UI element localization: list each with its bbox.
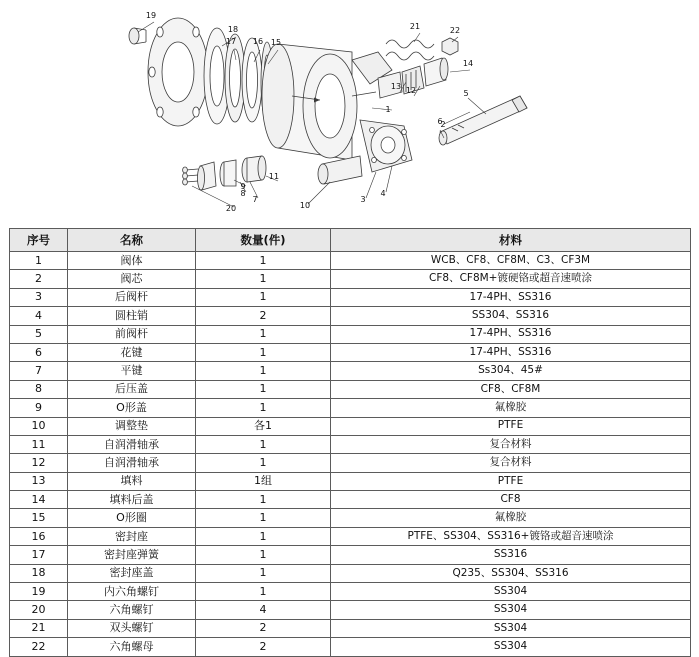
part-material: 氟橡胶 [331, 509, 691, 527]
part-quantity: 1 [196, 252, 331, 270]
part-quantity: 各1 [196, 417, 331, 435]
part-index: 11 [10, 435, 68, 453]
table-row [10, 601, 691, 619]
part-index: 12 [10, 454, 68, 472]
table-row [10, 491, 691, 509]
part-quantity: 2 [196, 638, 331, 656]
column-header-material: 材料 [331, 229, 691, 252]
callout-label: 4 [380, 189, 386, 198]
part-quantity: 1组 [196, 472, 331, 490]
callout-label: 1 [385, 105, 391, 114]
part-index: 13 [10, 472, 68, 490]
part-quantity: 1 [196, 527, 331, 545]
callout-label: 20 [225, 204, 237, 213]
part-name: 六角螺母 [68, 638, 196, 656]
callout-label: 3 [360, 195, 366, 204]
part-material: CF8、CF8M [331, 380, 691, 398]
part-quantity: 1 [196, 399, 331, 417]
part-index: 5 [10, 325, 68, 343]
part-quantity: 1 [196, 288, 331, 306]
part-material: SS304 [331, 619, 691, 637]
part-quantity: 1 [196, 564, 331, 582]
part-index: 14 [10, 491, 68, 509]
part-name: 密封座盖 [68, 564, 196, 582]
small-parts-cluster [183, 156, 266, 190]
part-name: 前阀杆 [68, 325, 196, 343]
callout-label: 8 [240, 189, 246, 198]
part-index: 21 [10, 619, 68, 637]
table-body [10, 252, 691, 657]
part-name: 平键 [68, 362, 196, 380]
part-quantity: 1 [196, 325, 331, 343]
part-name: 阀体 [68, 252, 196, 270]
column-header-name: 名称 [68, 229, 196, 252]
part-quantity: 1 [196, 270, 331, 288]
part-name: 密封座 [68, 527, 196, 545]
part-material: SS316 [331, 546, 691, 564]
table-row [10, 325, 691, 343]
part-index: 19 [10, 583, 68, 601]
callout-label: 15 [270, 38, 282, 47]
table-row [10, 417, 691, 435]
part-material: SS304 [331, 638, 691, 656]
part-material: 17-4PH、SS316 [331, 343, 691, 361]
part-quantity: 1 [196, 583, 331, 601]
part-quantity: 2 [196, 619, 331, 637]
part-quantity: 1 [196, 435, 331, 453]
part-quantity: 1 [196, 362, 331, 380]
table-row [10, 638, 691, 656]
part-quantity: 1 [196, 343, 331, 361]
callout-label: 10 [299, 201, 311, 210]
callout-label: 17 [225, 37, 237, 46]
part-material: SS304 [331, 583, 691, 601]
column-header-index: 序号 [10, 229, 68, 252]
table-row [10, 619, 691, 637]
part-index: 17 [10, 546, 68, 564]
part-index: 18 [10, 564, 68, 582]
callout-label: 2 [440, 120, 446, 129]
callout-label: 13 [390, 82, 402, 91]
part-material: PTFE [331, 417, 691, 435]
table-row [10, 270, 691, 288]
table-row [10, 546, 691, 564]
column-header-quantity: 数量(件) [196, 229, 331, 252]
part-name: 内六角螺钉 [68, 583, 196, 601]
drawing-canvas [0, 0, 699, 226]
part-quantity: 4 [196, 601, 331, 619]
table-row [10, 252, 691, 270]
part-name: 自润滑轴承 [68, 454, 196, 472]
part-index: 4 [10, 307, 68, 325]
part-name: 后压盖 [68, 380, 196, 398]
part-name: O形圈 [68, 509, 196, 527]
callout-label: 7 [252, 195, 258, 204]
part-quantity: 1 [196, 546, 331, 564]
callout-label: 18 [227, 25, 239, 34]
table-row [10, 454, 691, 472]
seal-seat-16 [242, 38, 262, 122]
callout-label: 9 [240, 182, 246, 191]
part-index: 10 [10, 417, 68, 435]
table-row [10, 583, 691, 601]
part-material: SS304、SS316 [331, 307, 691, 325]
part-quantity: 2 [196, 307, 331, 325]
callout-label: 22 [449, 26, 461, 35]
table-row [10, 399, 691, 417]
callout-label: 16 [252, 37, 264, 46]
part-name: 圆柱销 [68, 307, 196, 325]
part-index: 20 [10, 601, 68, 619]
part-index: 16 [10, 527, 68, 545]
table-row [10, 362, 691, 380]
callout-label: 21 [409, 22, 421, 31]
part-quantity: 1 [196, 454, 331, 472]
part-material: CF8 [331, 491, 691, 509]
part-material: PTFE [331, 472, 691, 490]
part-quantity: 1 [196, 380, 331, 398]
table-row [10, 527, 691, 545]
table-row [10, 343, 691, 361]
callout-label: 12 [405, 86, 417, 95]
part-name: 阀芯 [68, 270, 196, 288]
table-row [10, 509, 691, 527]
inlet-flange [148, 18, 208, 126]
part-quantity: 1 [196, 491, 331, 509]
part-name: 调整垫 [68, 417, 196, 435]
part-quantity: 1 [196, 509, 331, 527]
callout-label: 14 [462, 59, 474, 68]
part-material: 氟橡胶 [331, 399, 691, 417]
part-name: 花键 [68, 343, 196, 361]
part-index: 7 [10, 362, 68, 380]
part-material: SS304 [331, 601, 691, 619]
part-material: 复合材料 [331, 435, 691, 453]
callout-label: 19 [145, 11, 157, 20]
part-index: 15 [10, 509, 68, 527]
part-material: CF8、CF8M+镀硬铬或超音速喷涂 [331, 270, 691, 288]
exploded-valve-drawing [0, 0, 699, 226]
table-row [10, 307, 691, 325]
part-name: 填料 [68, 472, 196, 490]
part-index: 1 [10, 252, 68, 270]
table-header-row [10, 229, 691, 252]
part-name: O形盖 [68, 399, 196, 417]
part-index: 9 [10, 399, 68, 417]
table-row [10, 380, 691, 398]
part-index: 22 [10, 638, 68, 656]
part-material: 17-4PH、SS316 [331, 288, 691, 306]
table-row [10, 435, 691, 453]
part-index: 8 [10, 380, 68, 398]
part-material: WCB、CF8、CF8M、C3、CF3M [331, 252, 691, 270]
part-name: 自润滑轴承 [68, 435, 196, 453]
part-material: 复合材料 [331, 454, 691, 472]
part-material: Ss304、45# [331, 362, 691, 380]
part-name: 六角螺钉 [68, 601, 196, 619]
callout-label: 6 [437, 117, 443, 126]
table-row [10, 472, 691, 490]
part-material: PTFE、SS304、SS316+镀铬或超音速喷涂 [331, 527, 691, 545]
part-name: 密封座弹簧 [68, 546, 196, 564]
part-name: 后阀杆 [68, 288, 196, 306]
socket-screw-19 [129, 28, 146, 44]
table-row [10, 288, 691, 306]
part-index: 3 [10, 288, 68, 306]
part-index: 6 [10, 343, 68, 361]
part-name: 双头螺钉 [68, 619, 196, 637]
callout-label: 11 [268, 172, 280, 181]
part-material: 17-4PH、SS316 [331, 325, 691, 343]
part-name: 填料后盖 [68, 491, 196, 509]
part-material: Q235、SS304、SS316 [331, 564, 691, 582]
parts-list-table [9, 228, 691, 657]
part-index: 2 [10, 270, 68, 288]
callout-label: 5 [463, 89, 469, 98]
table-row [10, 564, 691, 582]
